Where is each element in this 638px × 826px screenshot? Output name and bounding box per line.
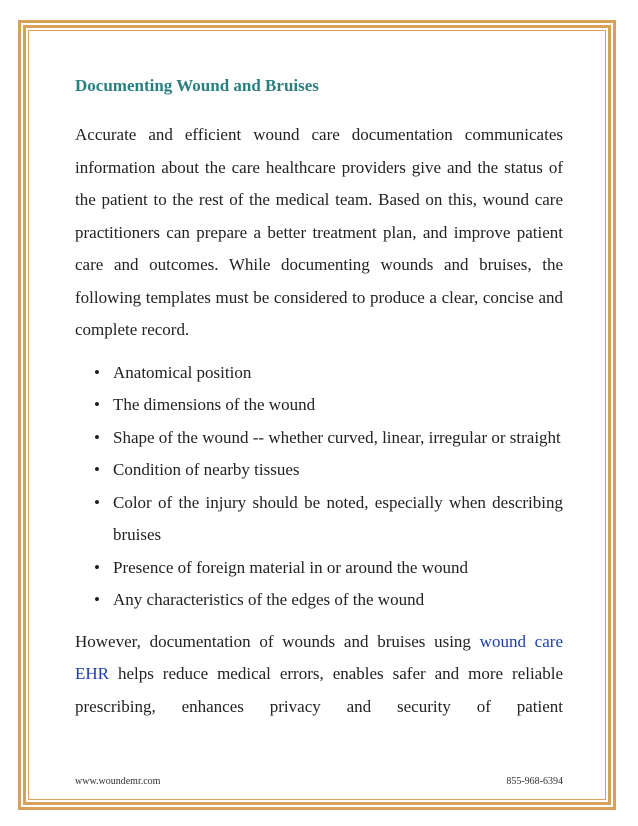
page-footer xyxy=(75,776,563,787)
list-item: • Any characteristics of the edges of the wound xyxy=(75,584,563,617)
intro-paragraph: Accurate and efficient wound care documentation communicates information about the care healthcare providers give and the status of the patient to the rest of the medical team. Based on this, wound care practitioners can prepare a better treatment plan, and improve patient care and outcomes. While documenting wounds and bruises, the following templates must be considered to produce a clear, concise and complete record. xyxy=(75,125,563,339)
wound-care-ehr-link[interactable]: wound care EHR xyxy=(75,631,563,683)
list-item: • Presence of foreign material in or around the wound xyxy=(75,552,563,585)
list-item: • Anatomical position xyxy=(75,357,563,390)
list-item: • The dimensions of the wound xyxy=(75,389,563,422)
bullet-icon: • xyxy=(94,362,100,382)
footer-phone: 855-968-6394 xyxy=(506,776,563,787)
bullet-icon: • xyxy=(94,590,100,609)
list-item: • Condition of nearby tissues xyxy=(75,454,563,487)
bullet-icon: • xyxy=(94,557,100,577)
section-heading: Documenting Wound and Bruises xyxy=(75,76,319,95)
bullet-icon: • xyxy=(94,460,100,479)
list-item: • Color of the injury should be noted, especially when describing bruises xyxy=(75,487,563,552)
bullet-icon: • xyxy=(94,395,100,414)
bullet-icon: • xyxy=(94,427,100,447)
page-content xyxy=(75,72,563,723)
list-item: • Shape of the wound -- whether curved, linear, irregular or straight xyxy=(75,422,563,455)
footer-website: www.woundemr.com xyxy=(75,776,161,787)
bullet-icon: • xyxy=(94,492,100,512)
closing-paragraph: However, documentation of wounds and bruises using wound care EHR helps reduce medical errors, enables safer and more reliable prescribing, enhances privacy and security of patient xyxy=(75,631,563,716)
template-list xyxy=(75,357,563,617)
